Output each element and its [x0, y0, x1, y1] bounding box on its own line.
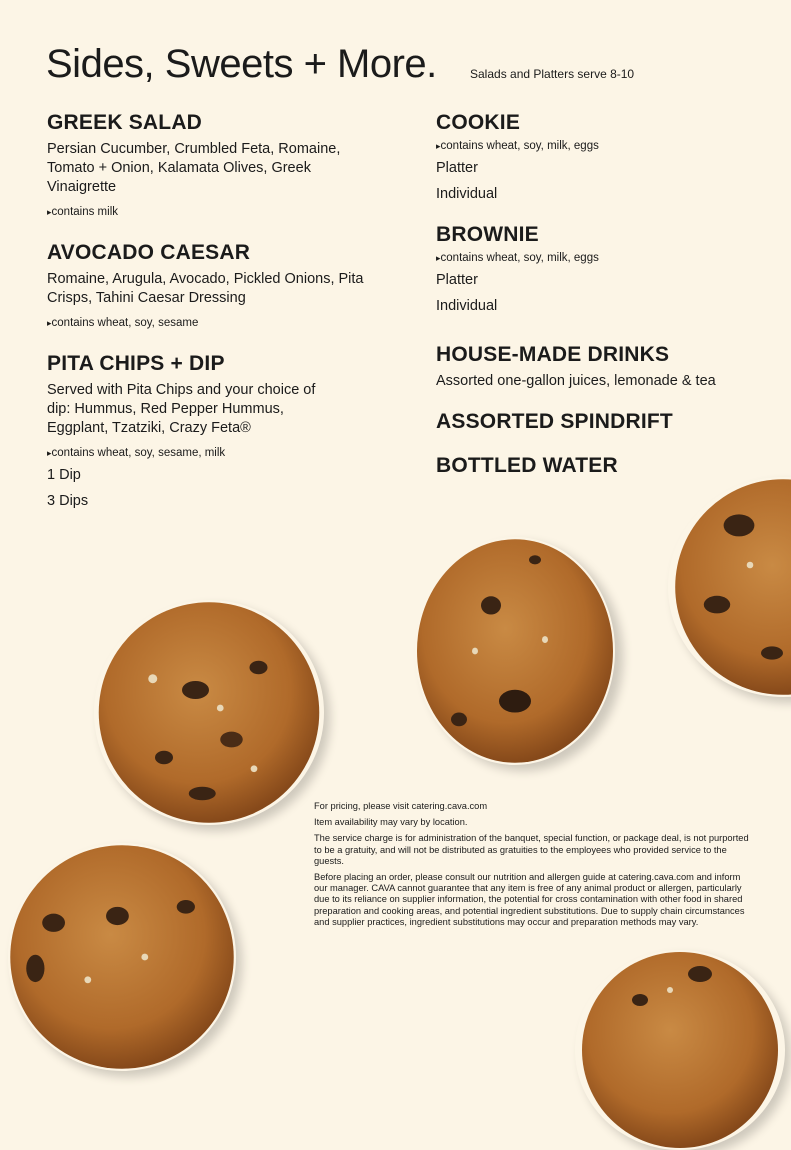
item-name: PITA CHIPS + DIP [47, 352, 225, 375]
menu-item-drinks [436, 342, 776, 391]
page-subtitle: Salads and Platters serve 8-10 [470, 67, 635, 81]
option-1-dip: 1 Dip [47, 467, 81, 483]
option-individual: Individual [436, 298, 498, 314]
option-individual: Individual [436, 186, 498, 202]
item-description: Served with Pita Chips and your choice of dip: Hummus, Red Pepper Hummus, Eggplant, Tzatziki, Crazy Feta® [47, 382, 316, 436]
menu-item-brownie [436, 222, 776, 316]
item-description: Assorted one-gallon juices, lemonade & tea [436, 373, 716, 389]
cookie-image-5 [575, 950, 785, 1150]
cookie-image-2 [415, 537, 615, 765]
menu-item-greek-salad [47, 110, 377, 218]
item-name: BROWNIE [436, 223, 539, 246]
option-platter: Platter [436, 160, 478, 176]
menu-item-spindrift [436, 409, 776, 435]
allergen-note: ▸ contains wheat, soy, milk, eggs [436, 140, 776, 152]
item-name: COOKIE [436, 111, 521, 134]
availability-note: Item availability may vary by location. [314, 817, 468, 828]
option-platter: Platter [436, 272, 478, 288]
menu-item-water [436, 453, 776, 479]
allergen-note: ▸ contains wheat, soy, sesame, milk [47, 447, 377, 459]
right-column [436, 110, 776, 501]
cookie-image-1 [94, 600, 324, 825]
menu-item-pita-chips [47, 351, 377, 511]
left-column [47, 110, 377, 533]
pricing-note: For pricing, please visit catering.cava.com [314, 801, 488, 811]
item-name: ASSORTED SPINDRIFT [436, 410, 673, 433]
item-description: Persian Cucumber, Crumbled Feta, Romaine, Tomato + Onion, Kalamata Olives, Greek Vinaigrette [47, 141, 341, 195]
item-name: BOTTLED WATER [436, 454, 618, 477]
item-description: Romaine, Arugula, Avocado, Pickled Onions, Pita Crisps, Tahini Caesar Dressing [47, 271, 364, 306]
option-3-dips: 3 Dips [47, 493, 89, 509]
item-name: AVOCADO CAESAR [47, 241, 251, 264]
footer-notes [314, 801, 754, 933]
cookie-image-4 [8, 843, 236, 1071]
menu-item-avocado-caesar [47, 240, 377, 329]
item-name: HOUSE-MADE DRINKS [436, 343, 670, 366]
allergen-note: ▸ contains milk [47, 206, 377, 218]
page-title: Sides, Sweets + More. [46, 42, 437, 86]
menu-item-cookie [436, 110, 776, 204]
service-charge-note: The service charge is for administration of the banquet, special function, or package deal, is not purported to be a gratuity, and will not be distributed as gratuities to the employees who provided service to the guests. [314, 833, 749, 866]
allergen-note: ▸ contains wheat, soy, sesame [47, 317, 377, 329]
allergen-disclaimer: Before placing an order, please consult our nutrition and allergen guide at catering.cava.com and inform our manager. CAVA cannot guarantee that any item is free of any animal product or allergen, particularly due to its reliance on supplier information, the potential for cross contamination with other food in shared preparation and cooking areas, and potential ingredient substitutions. Due to supply chain circumstances and supplier practices, ingredient substitutions may occur and preparation methods may vary. [314, 872, 745, 927]
cookie-image-3 [668, 477, 791, 697]
item-name: GREEK SALAD [47, 111, 203, 134]
allergen-note: ▸ contains wheat, soy, milk, eggs [436, 252, 776, 264]
